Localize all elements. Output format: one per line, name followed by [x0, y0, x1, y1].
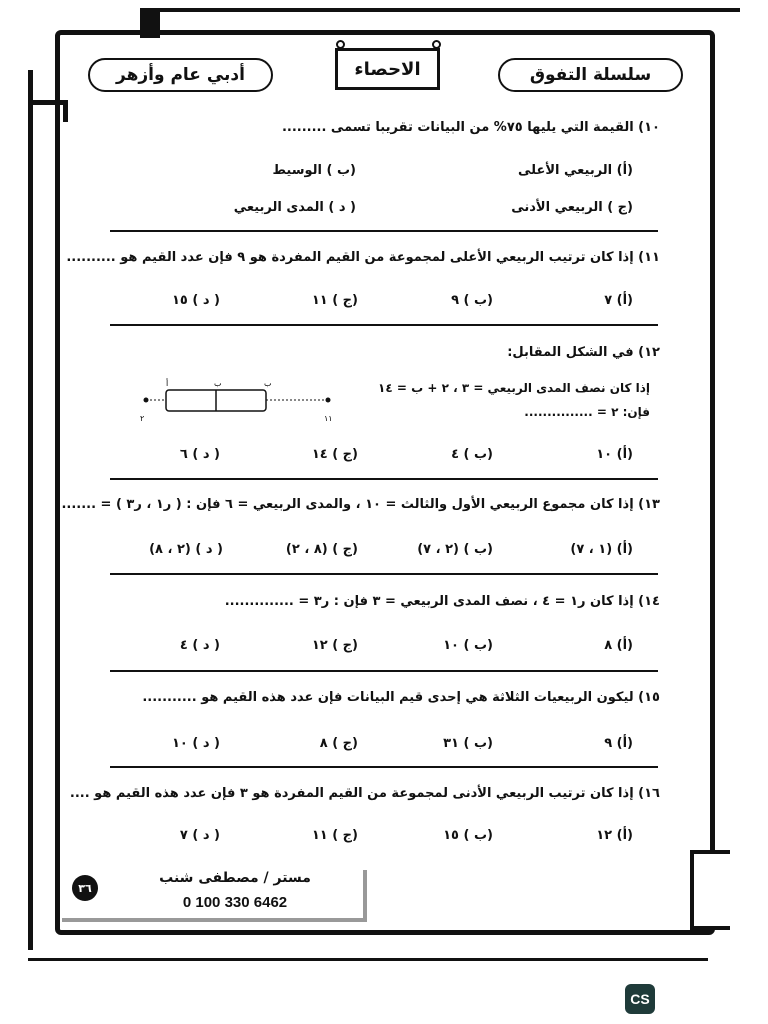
author-phone: 0 100 330 6462: [182, 894, 288, 911]
q12-option-a: (أ) ١٠: [596, 447, 633, 462]
q10-option-b: (ب ) الوسيط: [272, 163, 356, 178]
question-11: ١١) إذا كان ترتيب الربيعي الأعلى لمجموعة من القيم المفردة هو ٩ فإن عدد القيم هو ..........: [66, 250, 660, 265]
q16-option-b: (ب ) ١٥: [443, 828, 493, 843]
question-12: ١٢) في الشكل المقابل:: [507, 345, 660, 360]
bottom-border-line: [28, 958, 708, 961]
q11-option-c: (ج ) ١١: [311, 293, 358, 308]
page-number-badge: [72, 875, 98, 901]
q11-option-d: ( د ) ١٥: [171, 293, 220, 308]
top-border-line: [160, 8, 740, 12]
separator: [110, 478, 658, 480]
q11-option-b: (ب ) ٩: [451, 293, 493, 308]
q12-option-d: ( د ) ٦: [179, 447, 220, 462]
header-right-label: سلسلة التفوق: [529, 65, 652, 85]
q11-option-a: (أ) ٧: [604, 293, 633, 308]
max-point: [326, 398, 331, 403]
separator: [110, 573, 658, 575]
q14-option-d: ( د ) ٤: [179, 638, 220, 653]
question-14: ١٤) إذا كان ر١ = ٤ ، نصف المدى الربيعي = ٣ فإن : ر٣ = ..............: [224, 594, 660, 609]
header-right-pill: [498, 58, 683, 92]
box-plot-figure: [130, 375, 350, 425]
q12-prompt: فإن: ٢ = ...............: [524, 405, 650, 419]
q10-option-c: (ج ) الربيعي الأدنى: [511, 200, 633, 215]
left-border-bar: [28, 70, 58, 950]
label-q1: أ: [166, 379, 169, 388]
q15-option-a: (أ) ٩: [604, 736, 633, 751]
q15-option-b: (ب ) ٣١: [443, 736, 493, 751]
separator: [110, 324, 658, 326]
author-name: مستر / مصطفى شنب: [159, 870, 311, 886]
question-15: ١٥) ليكون الربيعيات الثلاثة هي إحدى قيم البيانات فإن عدد هذه القيم هو ...........: [142, 690, 660, 705]
header-left-pill: [88, 58, 273, 92]
page-number: ٣٦: [78, 881, 92, 895]
q15-option-d: ( د ) ١٠: [171, 736, 220, 751]
q13-option-a: (أ) (١ ، ٧): [570, 542, 633, 557]
separator: [110, 766, 658, 768]
q16-option-c: (ج ) ١١: [311, 828, 358, 843]
logo-text: CS: [630, 991, 650, 1007]
min-point: [144, 398, 149, 403]
separator: [110, 670, 658, 672]
label-max: ١١: [324, 414, 333, 423]
label-median: ب: [214, 379, 222, 388]
q13-option-b: (ب ) (٢ ، ٧): [417, 542, 493, 557]
label-min: ٢: [140, 414, 145, 423]
q12-condition: إذا كان نصف المدى الربيعي = ٣ ، ٢ + ب = ١٤: [378, 381, 650, 395]
question-16: ١٦) إذا كان ترتيب الربيعي الأدنى لمجموعة من القيم المفردة هو ٣ فإن عدد هذه القيم هو ....: [69, 786, 660, 801]
q14-option-b: (ب ) ١٠: [443, 638, 493, 653]
q10-option-a: (أ) الربيعي الأعلى: [518, 163, 633, 178]
q13-option-c: (ج ) (٨ ، ٢): [285, 542, 358, 557]
q16-option-a: (أ) ١٢: [596, 828, 633, 843]
q14-option-a: (أ) ٨: [604, 638, 633, 653]
separator: [110, 230, 658, 232]
q12-option-b: (ب ) ٤: [451, 447, 493, 462]
header-left-label: أدبي عام وأزهر: [116, 65, 245, 85]
q10-option-d: ( د ) المدى الربيعي: [233, 200, 356, 215]
q15-option-c: (ج ) ٨: [319, 736, 358, 751]
q13-option-d: ( د ) (٢ ، ٨): [149, 542, 223, 557]
q12-option-c: (ج ) ١٤: [311, 447, 358, 462]
question-13: ١٣) إذا كان مجموع الربيعي الأول والثالث = ١٠ ، والمدى الربيعي = ٦ فإن : ( ر١ ، ر٣ ) = .......: [61, 497, 660, 512]
q16-option-d: ( د ) ٧: [179, 828, 220, 843]
camscanner-logo: [625, 984, 655, 1014]
label-q3: ب: [264, 379, 272, 388]
page-title-sign: [335, 48, 440, 90]
page-title: الاحصاء: [354, 58, 421, 80]
q14-option-c: (ج ) ١٢: [311, 638, 358, 653]
right-notch: [690, 850, 730, 930]
question-10: ١٠) القيمة التي يليها ٧٥% من البيانات تقريبا تسمى .........: [281, 120, 660, 135]
